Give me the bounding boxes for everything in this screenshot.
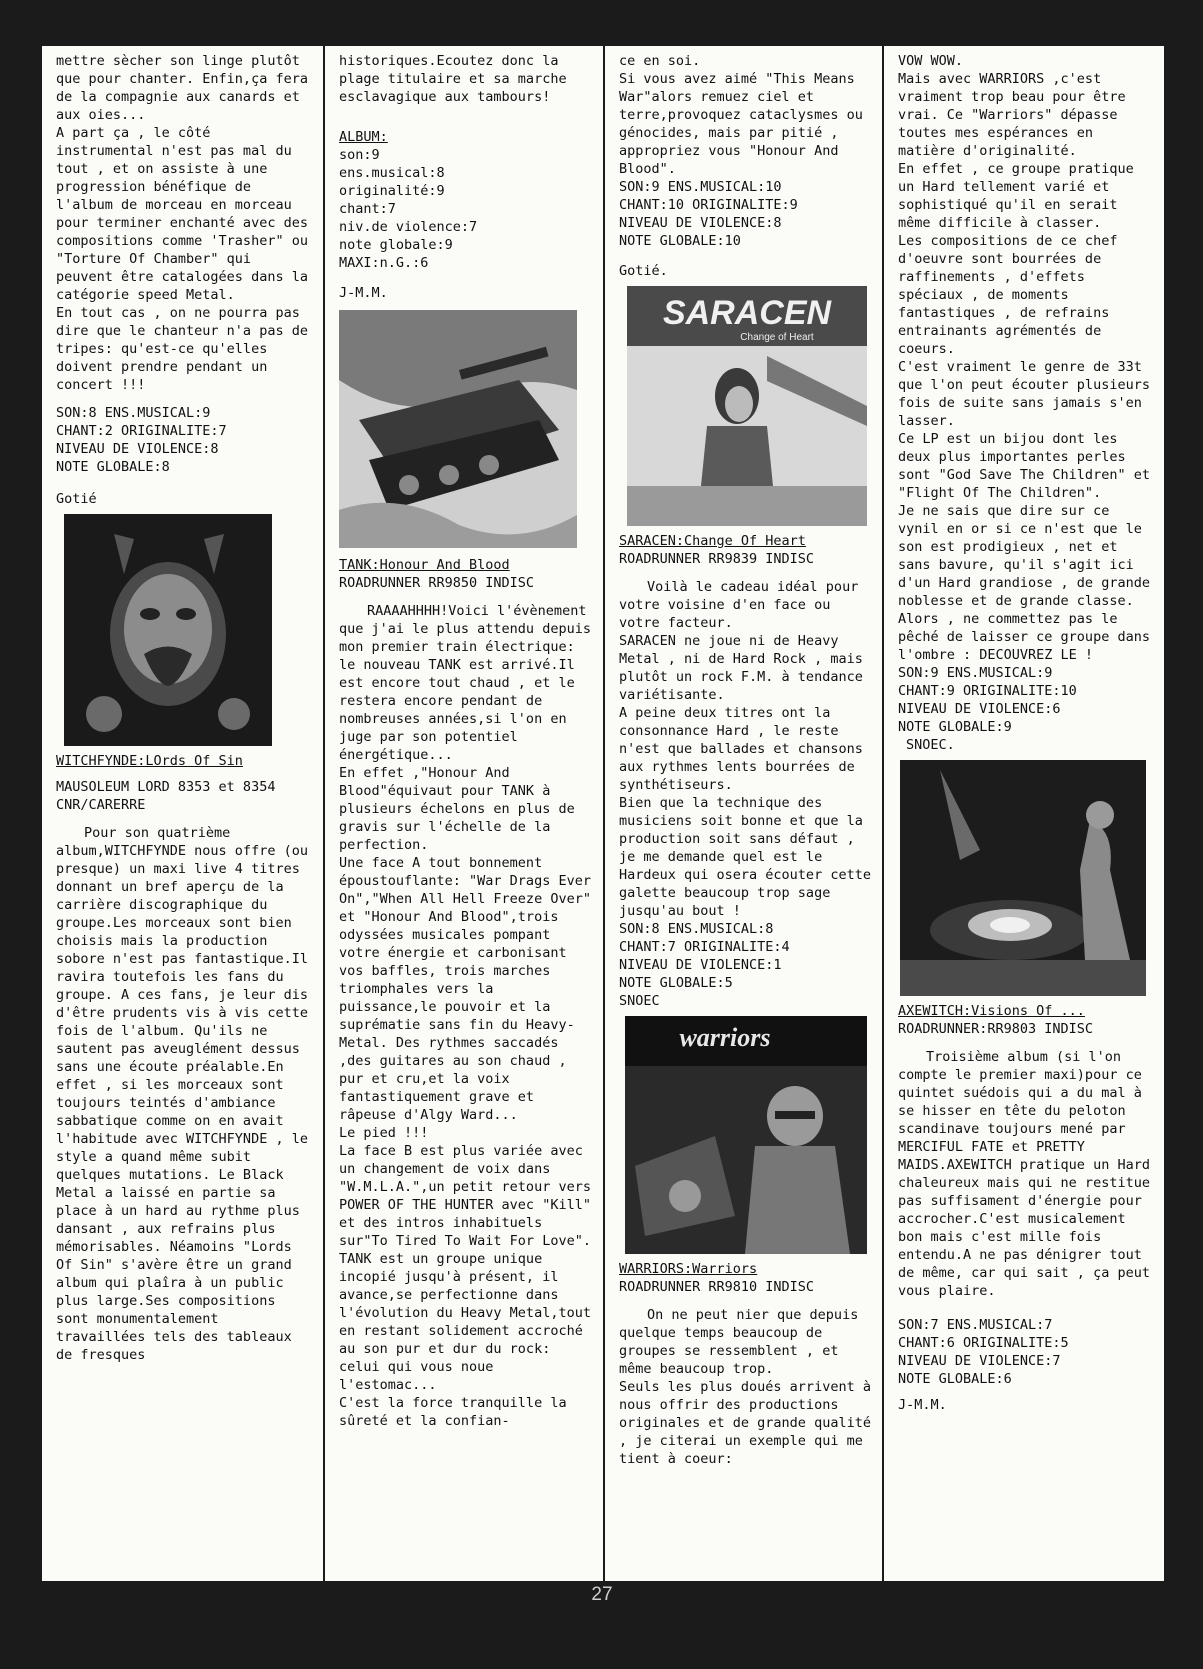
album-cover-axewitch (900, 760, 1146, 996)
record-label: ROADRUNNER:RR9803 INDISC (898, 1021, 1094, 1037)
ratings-block: SON:7 ENS.MUSICAL:7 CHANT:6 ORIGINALITE:5 NIVEAU DE VIOLENCE:7 NOTE GLOBALE:6 (898, 1317, 1069, 1387)
record-label: ROADRUNNER RR9839 INDISC (619, 551, 815, 567)
review-text: mettre sècher son linge plutôt que pour chanter. Enfin,ça fera de la compagnie aux canards et aux oies... A part ça , le côté instrumental n'est pas mal du tout , et on assiste à une progression bénéfique de l'album de morceau en morceau pour terminer enchanté avec des compositions comme 'Trasher" ou "Torture Of Chamber" qui peuvent être catalogées dans la catégorie speed Metal. En tout cas , on ne pourra pas dire que le chanteur n'a pas de tripes: qu'est-ce qu'elles doivent prendre pendant un concert !!! (56, 53, 308, 393)
ratings-block: SON:8 ENS.MUSICAL:9 CHANT:2 ORIGINALITE:7 NIVEAU DE VIOLENCE:8 NOTE GLOBALE:8 (56, 405, 227, 475)
record-label: ROADRUNNER RR9810 INDISC (619, 1279, 815, 1295)
column-3 (605, 46, 882, 1581)
review-text: ce en soi. Si vous avez aimé "This Means War"alors remuez ciel et terre,provoquez cataclysmes ou génocides, mais par pitié , appropriez vous "Honour And Blood". (619, 53, 863, 177)
record-label: ROADRUNNER RR9850 INDISC (339, 575, 535, 591)
author-signature: J-M.M. (339, 285, 388, 301)
review-title: AXEWITCH:Visions Of ... (898, 1003, 1085, 1019)
album-cover-tank (339, 310, 577, 548)
album-cover-witchfynde (64, 514, 272, 746)
author-signature: Gotié (56, 491, 97, 507)
ratings-block: SON:9 ENS.MUSICAL:9 CHANT:9 ORIGINALITE:10 NIVEAU DE VIOLENCE:6 NOTE GLOBALE:9 (898, 665, 1077, 735)
review-title: SARACEN:Change Of Heart (619, 533, 806, 549)
review-text: Troisième album (si l'on compte le premier maxi)pour ce quintet suédois qui a du mal à se hisser en tête du peloton scandinave toujours mené par MERCIFUL FATE et PRETTY MAIDS.AXEWITCH pratique un Hard chaleureux mais qui ne restitue pas suffisament d'énergie pour accrocher.C'est musicalement bon mais c'est mille fois entendu.A ne pas dénigrer tout de même, car qui sait , ça peut vous plaire. (898, 1049, 1150, 1299)
page-number: 27 (591, 1584, 613, 1605)
review-text: On ne peut nier que depuis quelque temps beaucoup de groupes se ressemblent , et même beaucoup trop. Seuls les plus doués arrivent à nous offrir des productions originales et de grande qualité , je citerai un exemple qui me tient à coeur: (619, 1307, 871, 1467)
column-1 (42, 46, 323, 1581)
cover-title-text: warriors (679, 1023, 771, 1052)
cover-title-text: SARACEN (662, 294, 832, 332)
author-signature: J-M.M. (898, 1397, 947, 1413)
review-text: historiques.Ecoutez donc la plage titulaire et sa marche esclavagique aux tambours! (339, 53, 567, 105)
author-signature: SNOEC (619, 993, 660, 1009)
review-text: RAAAAHHHH!Voici l'évènement que j'ai le plus attendu depuis mon premier train électrique: le nouveau TANK est arrivé.Il est encore tout chaud , et le restera encore pendant de nombreuses années,si l'on en juge par son potentiel énergétique... En effet ,"Honour And Blood"équivaut pour TANK à plusieurs échelons en plus de gravis sur l'échelle de la perfection. Une face A tout bonnement époustouflante: "War Drags Ever On","When All Hell Freeze Over" et "Honour And Blood",trois odyssées musicales pompant votre énergie et carbonisant vos baffles, trois marches triomphales vers la puissance,le pouvoir et la suprématie sans fin du Heavy-Metal. Des rythmes saccadés ,des guitares au son chaud , pur et cru,et la voix fantastiquement grave et râpeuse d'Algy Ward... Le pied !!! La face B est plus variée avec un changement de voix dans "W.M.L.A.",un petit retour vers POWER OF THE HUNTER avec "Kill" et des intros inhabituels sur"To Tired To Wait For Love". TANK est un groupe unique incopié jusqu'à présent, il avance,se perfectionne dans l'évolution du Heavy Metal,tout en restant solidement accroché au son pur et dur du rock: celui qui vous noue l'estomac... C'est la force tranquille la sûreté et la confian- (339, 603, 591, 1429)
ratings-block: SON:9 ENS.MUSICAL:10 CHANT:10 ORIGINALITE:9 NIVEAU DE VIOLENCE:8 NOTE GLOBALE:10 (619, 179, 798, 249)
album-cover-warriors (625, 1016, 867, 1254)
album-heading: ALBUM: (339, 129, 388, 145)
author-signature: SNOEC. (906, 737, 955, 753)
review-title: TANK:Honour And Blood (339, 557, 510, 573)
column-4 (884, 46, 1164, 1581)
review-text: Voilà le cadeau idéal pour votre voisine d'en face ou votre facteur. SARACEN ne joue ni de Heavy Metal , ni de Hard Rock , mais plutôt un rock F.M. à tendance variétisante. A peine deux titres ont la consonnance Hard , le reste n'est que ballades et chansons aux rythmes lents bourrées de synthétiseurs. Bien que la technique des musiciens soit bonne et que la production soit sans défaut , je me demande quel est le Hardeux qui osera écouter cette galette beaucoup trop sage jusqu'au bout ! (619, 579, 871, 919)
review-title: WITCHFYNDE:LOrds Of Sin (56, 753, 243, 769)
cover-subtitle-text: Change of Heart (740, 332, 814, 343)
ratings-block: SON:8 ENS.MUSICAL:8 CHANT:7 ORIGINALITE:4 NIVEAU DE VIOLENCE:1 NOTE GLOBALE:5 (619, 921, 790, 991)
review-text: VOW WOW. Mais avec WARRIORS ,c'est vraiment trop beau pour être vrai. Ce "Warriors" dépasse toutes mes espérances en matière d'originalité. En effet , ce groupe pratique un Hard tellement varié et sophistiqué qu'il en serait même difficile à classer. Les compositions de ce chef d'oeuvre sont bourrées de raffinements , d'effets spéciaux , de moments fantastiques , de refrains entrainants agrémentés de coeurs. C'est vraiment le genre de 33t que l'on peut écouter plusieurs fois de suite sans jamais s'en lasser. Ce LP est un bijou dont les deux plus importantes perles sont "God Save The Children" et "Flight Of The Children". Je ne sais que dire sur ce vynil en or si ce n'est que le son est prodigieux , net et sans bavure, qu'il s'agit ici d'un Hard grandiose , de grande noblesse et de grande classe. Alors , ne commettez pas le pêché de laisser ce groupe dans l'ombre : DECOUVREZ LE ! (898, 53, 1150, 663)
column-2 (325, 46, 603, 1581)
album-ratings: son:9 ens.musical:8 originalité:9 chant:7 niv.de violence:7 note globale:9 MAXI:n.G.:6 (339, 147, 478, 271)
album-cover-saracen (627, 286, 867, 526)
review-title: WARRIORS:Warriors (619, 1261, 758, 1277)
author-signature: Gotié. (619, 263, 668, 279)
review-text: Pour son quatrième album,WITCHFYNDE nous offre (ou presque) un maxi live 4 titres donnant un bref aperçu de la carrière discographique du groupe.Les morceaux sont bien choisis mais la production sobore n'est pas fantastique.Il ravira toutefois les fans du groupe. A ces fans, je leur dis d'être prudents vis à vis cette fois de l'album. Qu'ils ne sautent pas aveuglément dessus sans une écoute préalable.En effet , si les morceaux sont toujours teintés d'ambiance sabbatique comme on en avait l'habitude avec WITCHFYNDE , le style a quand même subit quelques mutations. Le Black Metal a laissé en partie sa place à un hard au rythme plus dansant , aux refrains plus mémorisables. Néamoins "Lords Of Sin" s'avère être un grand album qui plaîra à un public plus large.Ses compositions sont monumentalement travaillées tels des tableaux de fresques (56, 825, 308, 1363)
record-label: MAUSOLEUM LORD 8353 et 8354 CNR/CARERRE (56, 779, 276, 813)
